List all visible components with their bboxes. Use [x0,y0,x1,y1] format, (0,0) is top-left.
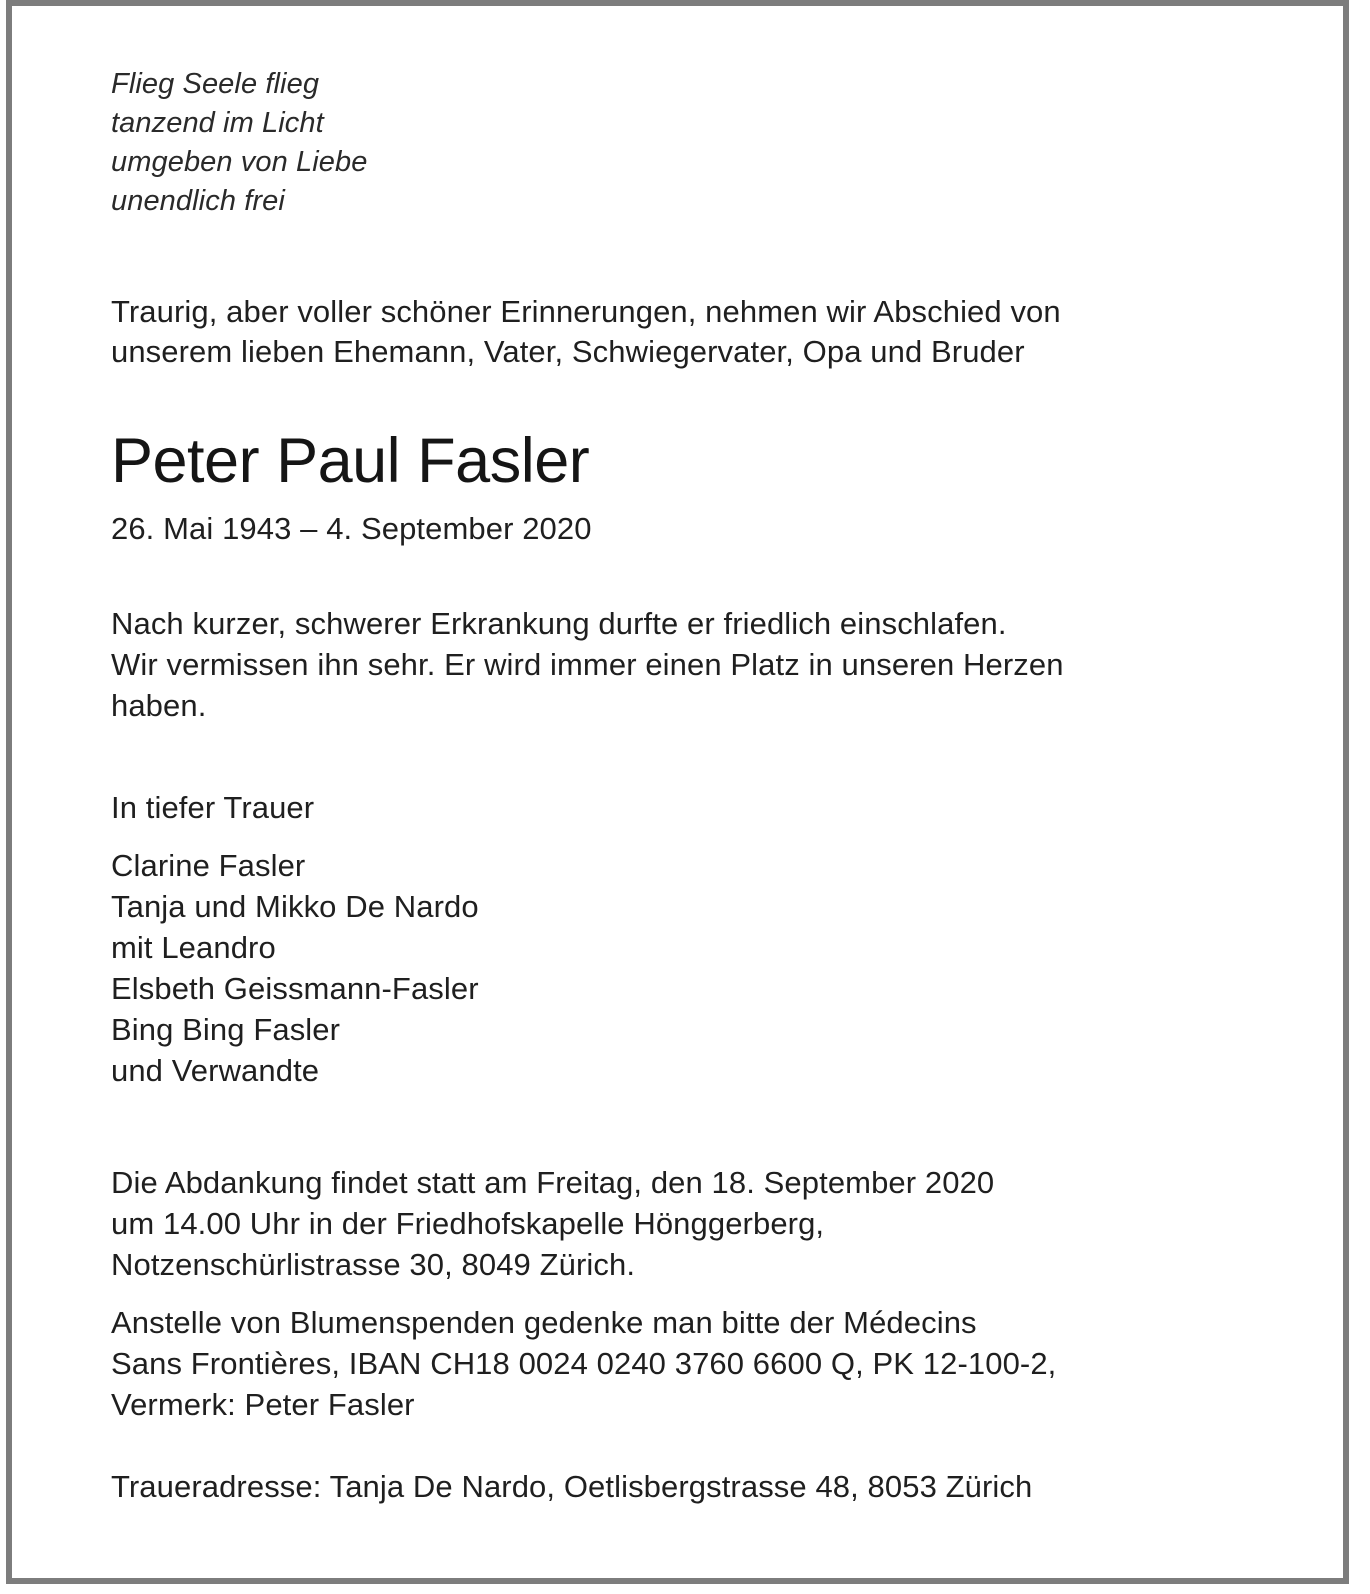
message-line: haben. [111,688,207,723]
mourner-name: Elsbeth Geissmann-Fasler [111,971,479,1006]
message-line: Wir vermissen ihn sehr. Er wird immer einen Platz in unseren Herzen [111,647,1064,682]
mourning-address: Traueradresse: Tanja De Nardo, Oetlisbergstrasse 48, 8053 Zürich [111,1469,1033,1504]
mourner-name: Tanja und Mikko De Nardo [111,889,479,924]
mourning-heading: In tiefer Trauer [111,790,315,825]
mourner-name: mit Leandro [111,930,276,965]
mourner-name: Clarine Fasler [111,848,306,883]
donation-line: Vermerk: Peter Fasler [111,1387,415,1422]
donation-line: Sans Frontières, IBAN CH18 0024 0240 3760 6600 Q, PK 12-100-2, [111,1346,1057,1381]
deceased-name: Peter Paul Fasler [111,426,590,496]
life-dates: 26. Mai 1943 – 4. September 2020 [111,511,592,546]
message-line: Nach kurzer, schwerer Erkrankung durfte er friedlich einschlafen. [111,606,1007,641]
intro-line: unserem lieben Ehemann, Vater, Schwiegervater, Opa und Bruder [111,334,1025,369]
mourner-name: Bing Bing Fasler [111,1012,341,1047]
mourner-name: und Verwandte [111,1053,320,1088]
poem-line: umgeben von Liebe [111,146,368,178]
poem-line: tanzend im Licht [111,107,324,139]
ceremony-line: Die Abdankung findet statt am Freitag, den 18. September 2020 [111,1165,995,1200]
donation-line: Anstelle von Blumenspenden gedenke man bitte der Médecins [111,1305,977,1340]
poem-line: Flieg Seele flieg [111,68,320,100]
ceremony-line: Notzenschürlistrasse 30, 8049 Zürich. [111,1247,636,1282]
intro-line: Traurig, aber voller schöner Erinnerungen, nehmen wir Abschied von [111,294,1061,329]
ceremony-line: um 14.00 Uhr in der Friedhofskapelle Hönggerberg, [111,1206,825,1241]
poem-line: unendlich frei [111,185,285,217]
